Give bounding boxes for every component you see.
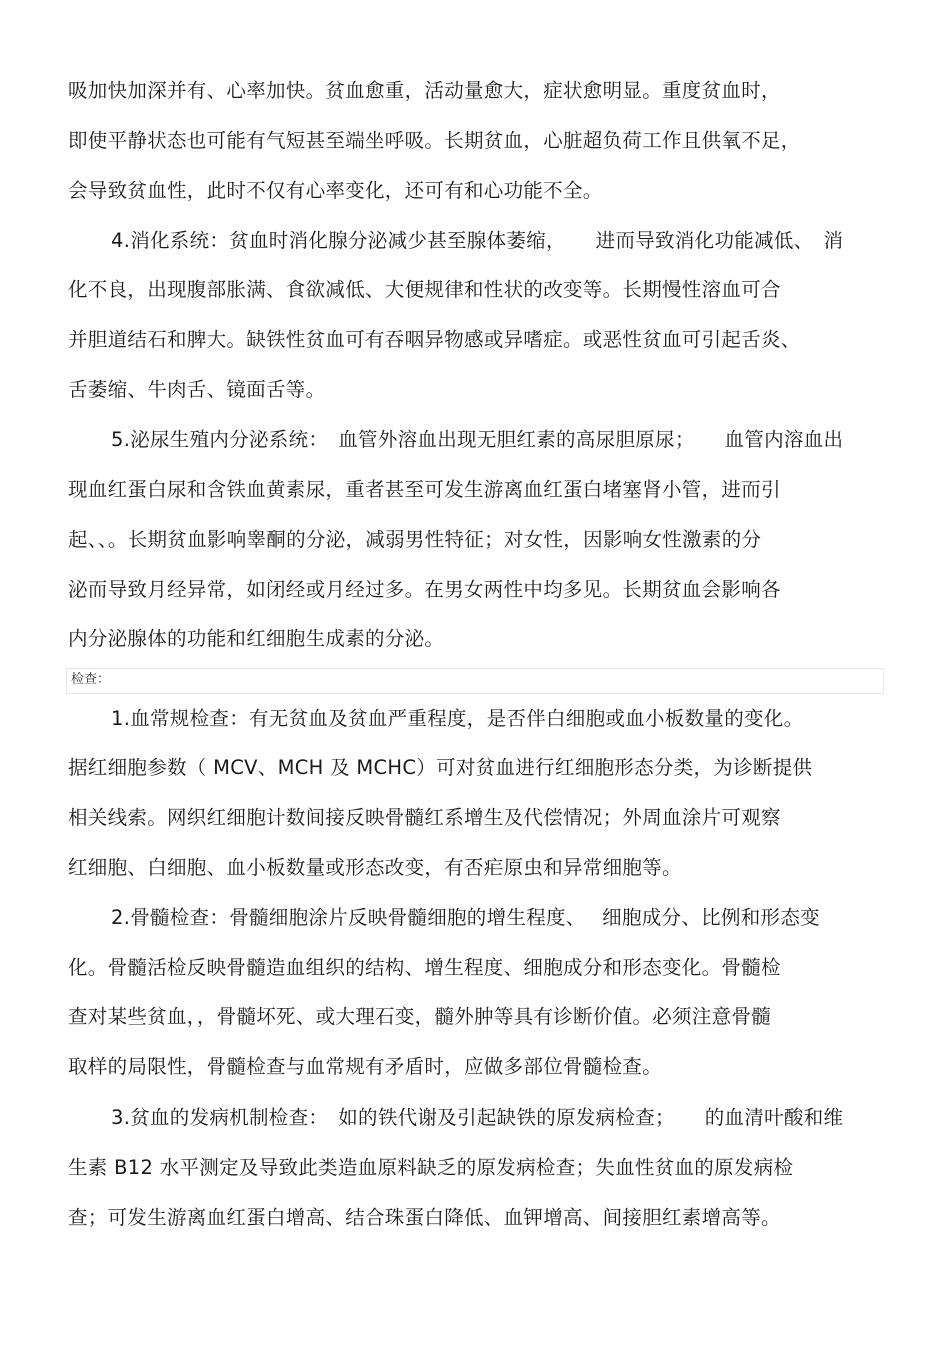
text-line: 4.消化系统：贫血时消化腺分泌减少甚至腺体萎缩， 进而导致消化功能减低、 消 xyxy=(111,229,844,252)
text-line: 5.泌尿生殖内分泌系统： 血管外溶血出现无胆红素的高尿胆原尿； 血管内溶血出 xyxy=(111,428,844,451)
text-line: 泌而导致月经异常，如闭经或月经过多。在男女两性中均多见。长期贫血会影响各 xyxy=(68,578,781,601)
text-line: 并胆道结石和脾大。缺铁性贫血可有吞咽异物感或异嗜症。或恶性贫血可引起舌炎、 xyxy=(68,328,801,351)
text-line: 起、、。长期贫血影响睾酮的分泌，减弱男性特征；对女性，因影响女性激素的分 xyxy=(68,528,762,551)
text-line: 吸加快加深并有、心率加快。贫血愈重，活动量愈大，症状愈明显。重度贫血时， xyxy=(68,79,781,102)
text-line: 现血红蛋白尿和含铁血黄素尿，重者甚至可发生游离血红蛋白堵塞肾小管，进而引 xyxy=(68,478,781,501)
text-line: 舌萎缩、牛肉舌、镜面舌等。 xyxy=(68,378,326,401)
text-line: 即使平静状态也可能有气短甚至端坐呼吸。长期贫血，心脏超负荷工作且供氧不足， xyxy=(68,129,801,152)
text-line: 查；可发生游离血红蛋白增高、结合珠蛋白降低、血钾增高、间接胆红素增高等。 xyxy=(68,1206,781,1229)
text-line: 1.血常规检查：有无贫血及贫血严重程度，是否伴白细胞或血小板数量的变化。 xyxy=(111,707,804,730)
text-line: 2.骨髓检查：骨髓细胞涂片反映骨髓细胞的增生程度、 细胞成分、比例和形态变 xyxy=(111,906,820,929)
text-line: 取样的局限性，骨髓检查与血常规有矛盾时，应做多部位骨髓检查。 xyxy=(68,1055,663,1078)
text-line: 生素 B12 水平测定及导致此类造血原料缺乏的原发病检查；失血性贫血的原发病检 xyxy=(68,1156,794,1179)
text-line: 红细胞、白细胞、血小板数量或形态改变，有否疟原虫和异常细胞等。 xyxy=(68,856,682,879)
section-header-box xyxy=(66,668,884,694)
text-line: 3.贫血的发病机制检查： 如的铁代谢及引起缺铁的原发病检查； 的血清叶酸和维 xyxy=(111,1106,844,1129)
text-line: 内分泌腺体的功能和红细胞生成素的分泌。 xyxy=(68,627,445,650)
text-line: 查对某些贫血，，骨髓坏死、或大理石变，髓外肿等具有诊断价值。必须注意骨髓 xyxy=(68,1005,772,1028)
text-line: 据红细胞参数（ MCV、MCH 及 MCHC）可对贫血进行红细胞形态分类，为诊断提供 xyxy=(68,756,813,779)
text-line: 化不良，出现腹部胀满、食欲减低、大便规律和性状的改变等。长期慢性溶血可合 xyxy=(68,278,781,301)
text-line: 化。骨髓活检反映骨髓造血组织的结构、增生程度、细胞成分和形态变化。骨髓检 xyxy=(68,956,781,979)
section-label: 检查： xyxy=(71,672,111,687)
text-line: 会导致贫血性，此时不仅有心率变化，还可有和心功能不全。 xyxy=(68,179,603,202)
text-line: 相关线索。网织红细胞计数间接反映骨髓红系增生及代偿情况；外周血涂片可观察 xyxy=(68,806,781,829)
